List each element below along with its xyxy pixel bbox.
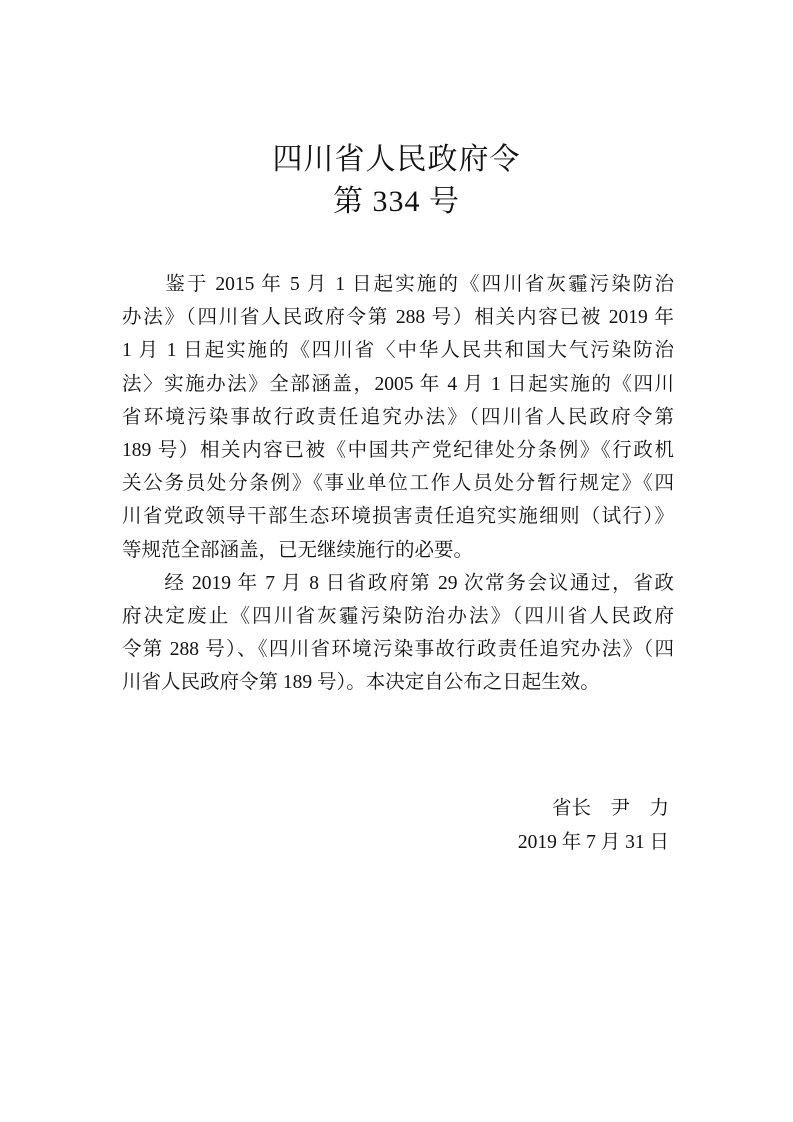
text-line: 鉴于 2015 年 5 月 1 日起实施的《四川省灰霾污染防治 (122, 274, 674, 295)
signatory: 省长 尹 力 (551, 798, 669, 819)
text-line: 关公务员处分条例》《事业单位工作人员处分暂行规定》《四 (122, 473, 674, 495)
text-line: 1 月 1 日起实施的《四川省〈中华人民共和国大气污染防治 (122, 340, 674, 362)
text-line: 省环境污染事故行政责任追究办法》（四川省人民政府令第 (122, 406, 674, 428)
paragraph-2 (122, 567, 674, 700)
text-line: 等规范全部涵盖，已无继续施行的必要。 (122, 539, 474, 561)
signature-date: 2019 年 7 月 31 日 (517, 832, 669, 853)
paragraph-1 (122, 268, 674, 567)
text-line: 川省人民政府令第 189 号）。本决定自公布之日起生效。 (122, 672, 600, 694)
order-number: 第 334 号 (333, 185, 460, 218)
document-title: 四川省人民政府令 (272, 143, 521, 176)
text-line: 法〉实施办法》全部涵盖，2005 年 4 月 1 日起实施的《四川 (122, 373, 674, 395)
text-line: 府决定废止《四川省灰霾污染防治办法》（四川省人民政府 (122, 605, 674, 627)
document-body (122, 268, 674, 699)
text-line: 川省党政领导干部生态环境损害责任追究实施细则（试行）》 (122, 506, 674, 528)
text-line: 189 号）相关内容已被《中国共产党纪律处分条例》《行政机 (122, 439, 674, 461)
text-line: 办法》（四川省人民政府令第 288 号）相关内容已被 2019 年 (122, 307, 674, 329)
text-line: 令第 288 号）、《四川省环境污染事故行政责任追究办法》（四 (122, 639, 674, 661)
text-line: 经 2019 年 7 月 8 日省政府第 29 次常务会议通过，省政 (122, 572, 674, 594)
